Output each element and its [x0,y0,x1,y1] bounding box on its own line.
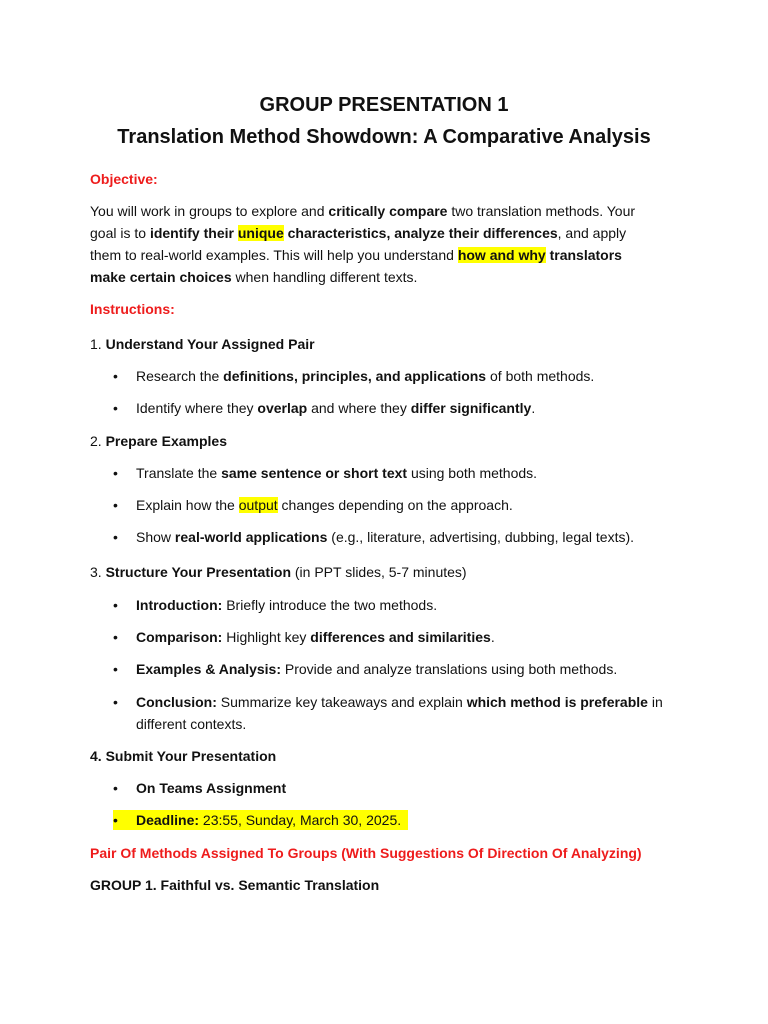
text-run: Provide and analyze translations using both methods. [281,661,618,677]
text-run: when handling different texts. [231,269,418,285]
list-item [136,494,696,516]
highlighted-run: unique [237,225,284,241]
text-run: Translate the [136,465,222,481]
text-run: two translation methods. Your [447,203,636,219]
text-run: using both methods. [407,465,538,481]
list-item [136,526,696,548]
objective-heading: Objective: [90,171,158,187]
text-run: , and apply [557,225,627,241]
bold-run: differ significantly [410,400,532,416]
section-number: 2. [90,433,106,449]
bold-run: definitions, principles, and applications [223,368,487,384]
text-run: Identify where they [136,400,258,416]
text-run: Briefly introduce the two methods. [222,597,438,613]
bold-run: which method is preferable [466,694,648,710]
text-run: and where they [307,400,411,416]
section-1-title [90,333,690,355]
text-run: . [531,400,536,416]
list-item-continuation: different contexts. [136,716,247,732]
list-item [136,365,696,387]
bold-run: differences and similarities [310,629,491,645]
section-4-title [90,745,690,767]
bullet-icon: • [113,368,118,384]
text-run: them to real-world examples. This will help you understand [90,247,458,263]
group-title: GROUP 1. Faithful vs. Semantic Translation [90,877,380,893]
section-title: Structure Your Presentation [105,564,291,580]
bullet-icon: • [113,812,118,828]
list-item [136,658,696,680]
bullet-icon: • [113,597,118,613]
bold-run: translators [545,247,622,263]
section-title: Understand Your Assigned Pair [105,336,315,352]
bullet-icon: • [113,529,118,545]
bullet-icon: • [113,661,118,677]
objective-line-4 [90,266,690,288]
list-item [136,594,696,616]
bold-run: Examples & Analysis: [136,661,281,677]
bold-run: make certain choices [90,269,232,285]
bullet-icon: • [113,780,118,796]
bold-run: On Teams Assignment [136,780,287,796]
text-run: Summarize key takeaways and explain [216,694,467,710]
list-item [136,691,696,713]
instructions-heading: Instructions: [90,301,175,317]
section-2-title [90,430,690,452]
bold-run: Deadline: [136,812,200,828]
list-item-deadline [136,809,696,831]
section-number: 1. [90,336,106,352]
list-item [136,626,696,648]
bold-run: identify their [149,225,238,241]
text-run: in [647,694,663,710]
pairs-heading: Pair Of Methods Assigned To Groups (With Suggestions Of Direction Of Analyzing) [90,845,642,861]
text-run: goal is to [90,225,150,241]
bold-run: Conclusion: [136,694,217,710]
text-run: (in PPT slides, 5-7 minutes) [291,564,467,580]
section-number: 3. [90,564,106,580]
list-item [136,397,696,419]
objective-line-1 [90,200,690,222]
list-item [136,462,696,484]
section-title: 4. Submit Your Presentation [90,748,277,764]
bold-run: Comparison: [136,629,223,645]
objective-line-3 [90,244,690,266]
bullet-icon: • [113,465,118,481]
highlighted-run: how and why [457,247,546,263]
text-run: You will work in groups to explore and [90,203,329,219]
document-title: GROUP PRESENTATION 1 [259,94,509,116]
text-run: changes depending on the approach. [277,497,513,513]
text-run: . [490,629,495,645]
text-run: 23:55, Sunday, March 30, 2025. [199,812,402,828]
bold-run: critically compare [328,203,448,219]
group-1-title [90,874,690,896]
text-run: Research the [136,368,224,384]
bold-run: Introduction: [136,597,223,613]
text-run: Highlight key [222,629,311,645]
document-subtitle: Translation Method Showdown: A Comparative Analysis [117,126,651,148]
text-run: of both methods. [486,368,595,384]
section-3-title [90,561,690,583]
bold-run: same sentence or short text [221,465,408,481]
text-run: (e.g., literature, advertising, dubbing, legal texts). [327,529,635,545]
highlighted-run: output [238,497,278,513]
bullet-icon: • [113,629,118,645]
bullet-icon: • [113,694,118,710]
list-item [136,777,696,799]
bold-run: overlap [257,400,308,416]
bullet-icon: • [113,497,118,513]
text-run: Explain how the [136,497,239,513]
bullet-icon: • [113,400,118,416]
text-run: Show [136,529,175,545]
objective-line-2 [90,222,690,244]
bold-run: characteristics, analyze their differences [283,225,558,241]
section-title: Prepare Examples [105,433,227,449]
bold-run: real-world applications [174,529,328,545]
